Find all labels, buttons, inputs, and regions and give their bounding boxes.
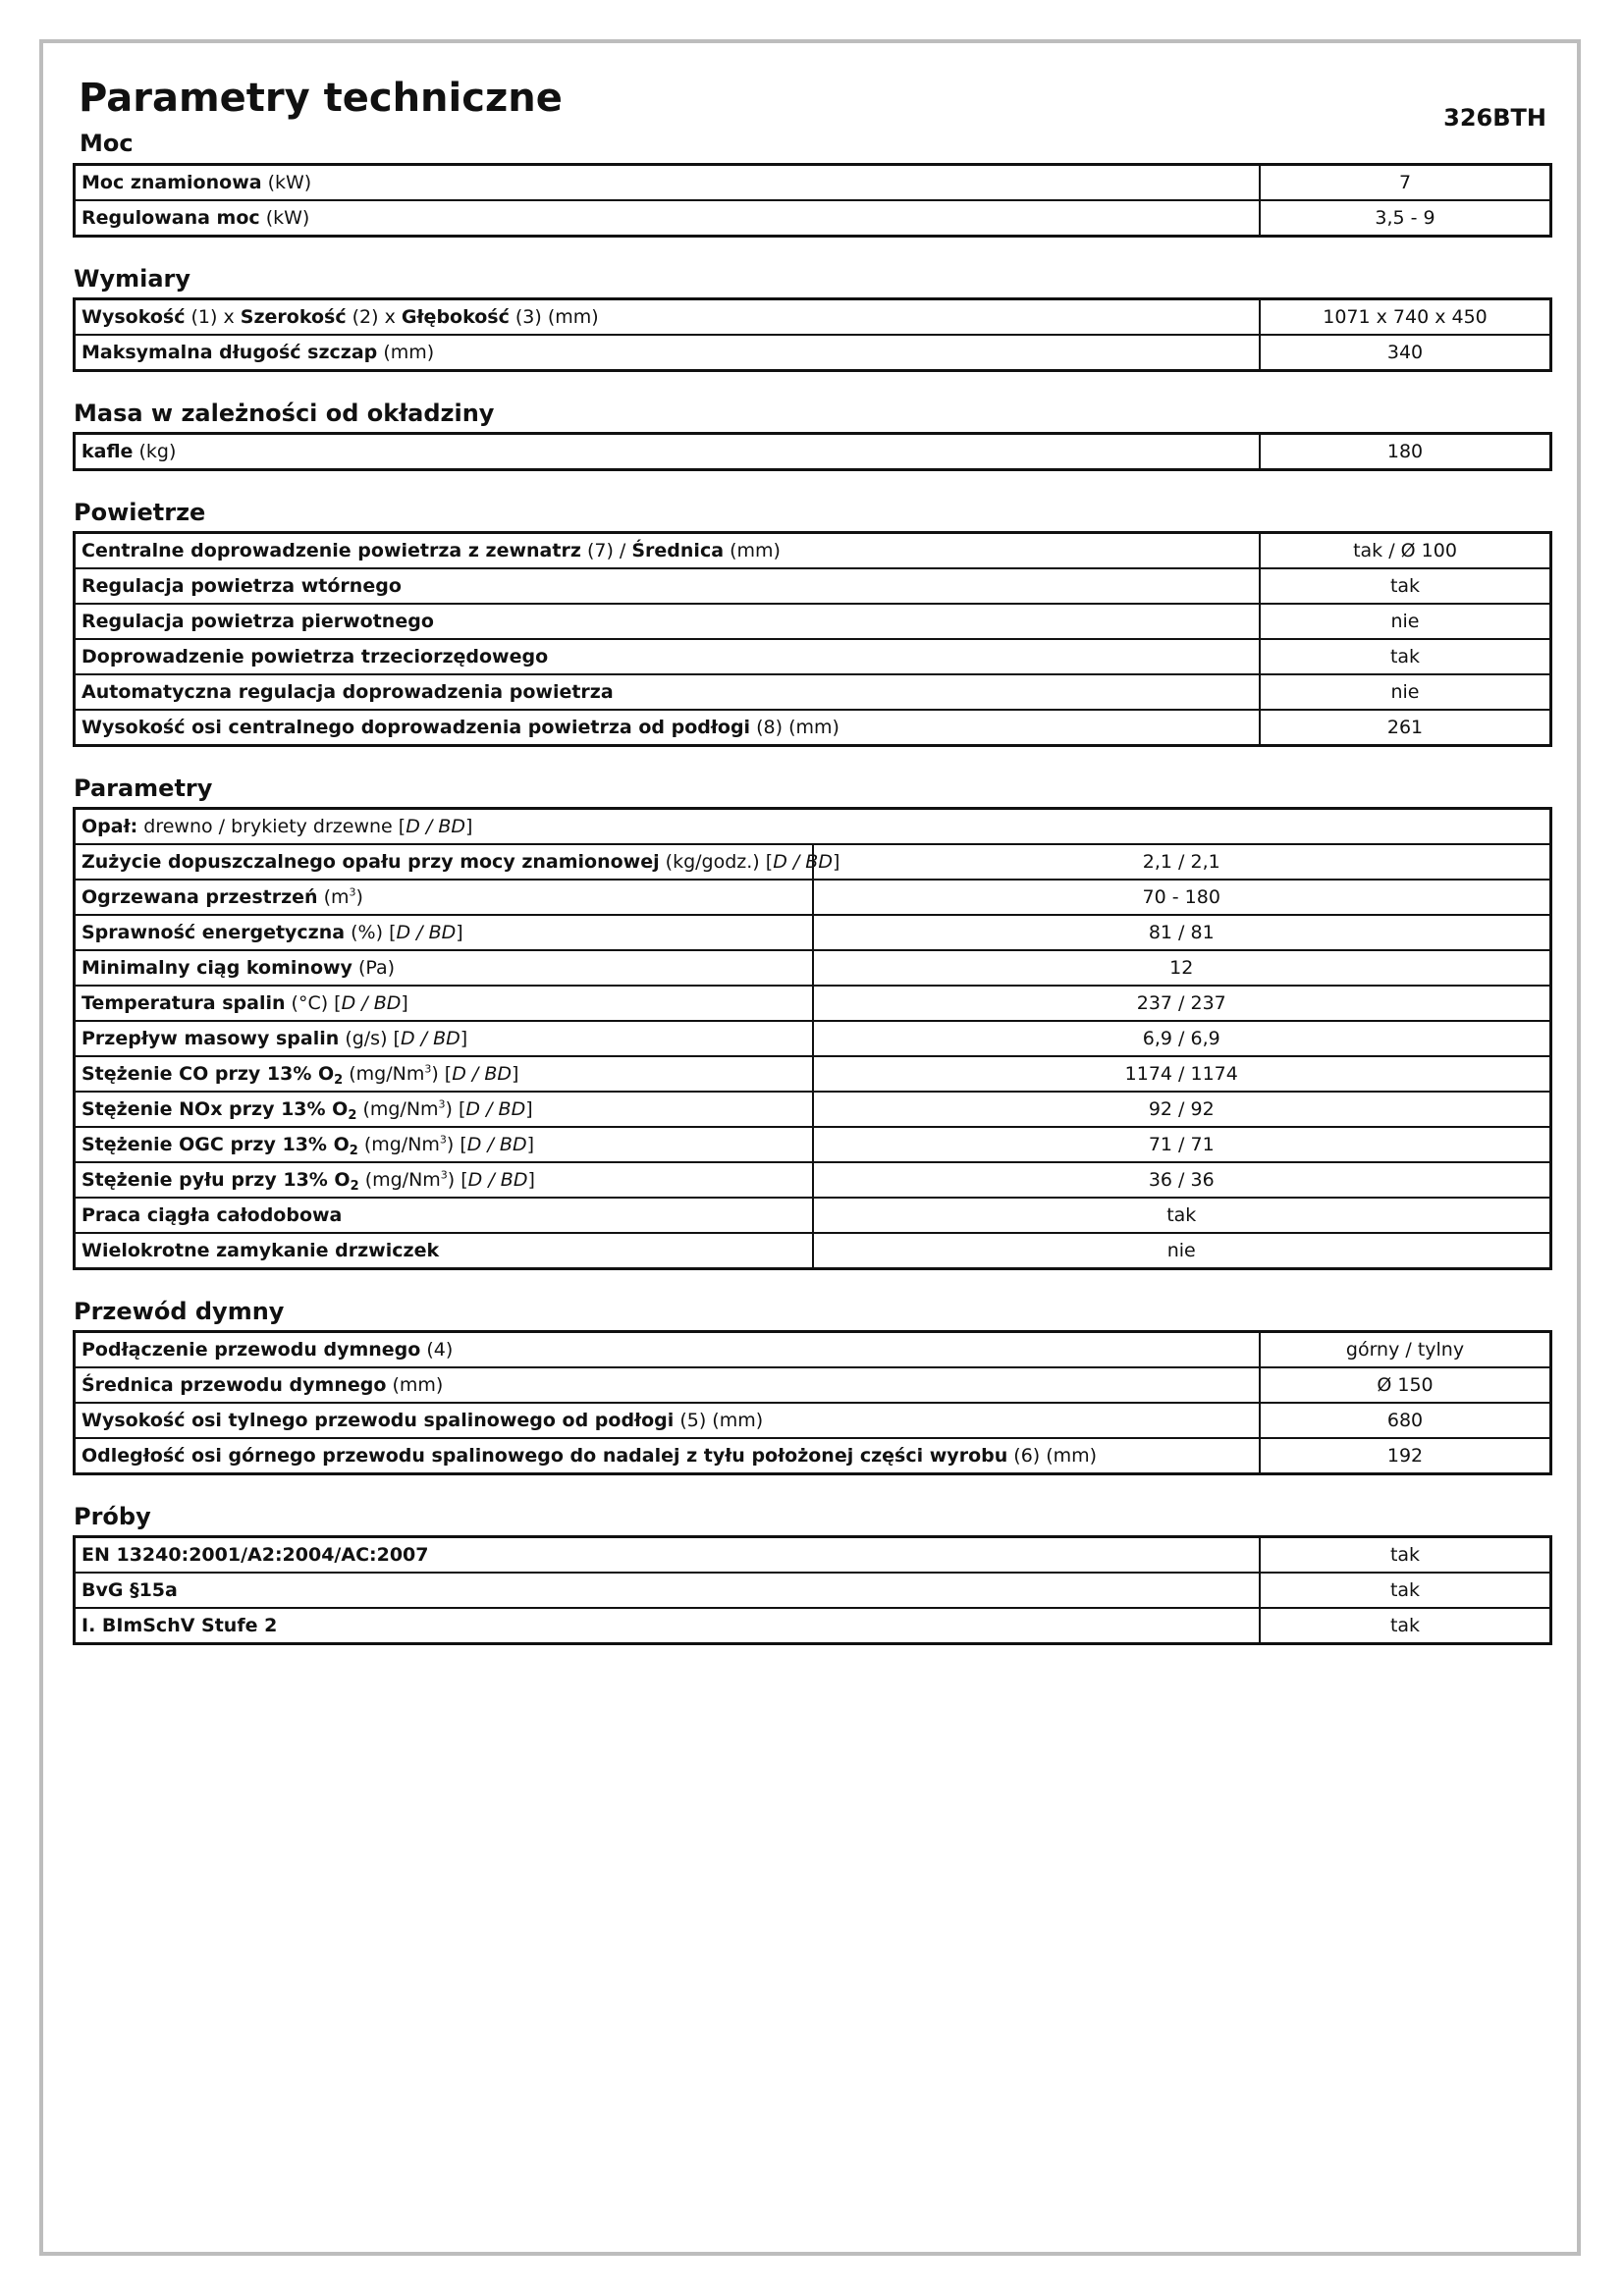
row-value: 237 / 237	[813, 986, 1551, 1021]
row-label: Wysokość osi centralnego doprowadzenia powietrza od podłogi (8) (mm)	[75, 710, 1261, 746]
section-title-masa: Masa w zależności od okładziny	[74, 400, 495, 427]
table-row	[75, 639, 1551, 674]
row-label: I. BImSchV Stufe 2	[75, 1608, 1261, 1644]
row-value: Ø 150	[1260, 1367, 1551, 1403]
row-label: Minimalny ciąg kominowy (Pa)	[75, 950, 813, 986]
row-value: 261	[1260, 710, 1551, 746]
table-row	[75, 434, 1551, 470]
row-label: kafle (kg)	[75, 434, 1261, 470]
table-row	[75, 299, 1551, 336]
row-value: 7	[1260, 165, 1551, 201]
table-row	[75, 568, 1551, 604]
table-row	[75, 1127, 1551, 1162]
row-label: Odległość osi górnego przewodu spalinowego do nadalej z tyłu położonej części wyrobu (6) (mm)	[75, 1438, 1261, 1474]
table-row	[75, 880, 1551, 915]
row-label: Wysokość (1) x Szerokość (2) x Głębokość (3) (mm)	[75, 299, 1261, 336]
row-value: górny / tylny	[1260, 1332, 1551, 1368]
row-value: 2,1 / 2,1	[813, 844, 1551, 880]
table-row	[75, 809, 1551, 845]
row-label: Automatyczna regulacja doprowadzenia powietrza	[75, 674, 1261, 710]
row-label: Stężenie pyłu przy 13% $O_2$ (mg/Nm$^3$) [D / BD]	[75, 1162, 813, 1198]
page-title: Parametry techniczne	[79, 76, 563, 121]
row-label: Stężenie NOx przy 13% $O_2$ (mg/Nm$^3$) [D / BD]	[75, 1092, 813, 1127]
section-title-przewod: Przewód dymny	[74, 1298, 285, 1325]
row-label: Przepływ masowy spalin (g/s) [D / BD]	[75, 1021, 813, 1056]
row-value: tak / Ø 100	[1260, 533, 1551, 569]
row-value: 340	[1260, 335, 1551, 371]
table-row	[75, 1233, 1551, 1269]
row-label: Regulacja powietrza wtórnego	[75, 568, 1261, 604]
row-value: 1071 x 740 x 450	[1260, 299, 1551, 336]
row-value: 92 / 92	[813, 1092, 1551, 1127]
row-label: Regulacja powietrza pierwotnego	[75, 604, 1261, 639]
model-number: 326BTH	[1443, 104, 1546, 132]
table-row	[75, 674, 1551, 710]
row-value: 180	[1260, 434, 1551, 470]
table-row	[75, 165, 1551, 201]
table-proby	[73, 1535, 1552, 1645]
row-value: 36 / 36	[813, 1162, 1551, 1198]
row-value: 70 - 180	[813, 880, 1551, 915]
row-label: BvG §15a	[75, 1573, 1261, 1608]
table-row	[75, 335, 1551, 371]
table-powietrze	[73, 531, 1552, 747]
table-row	[75, 1021, 1551, 1056]
row-value: 81 / 81	[813, 915, 1551, 950]
table-wymiary	[73, 297, 1552, 372]
row-value: 71 / 71	[813, 1127, 1551, 1162]
row-label: Wysokość osi tylnego przewodu spalinowego od podłogi (5) (mm)	[75, 1403, 1261, 1438]
section-title-powietrze: Powietrze	[74, 499, 206, 526]
table-row	[75, 1092, 1551, 1127]
table-row	[75, 1608, 1551, 1644]
table-row	[75, 1162, 1551, 1198]
row-value: tak	[1260, 568, 1551, 604]
table-row	[75, 710, 1551, 746]
fuel-row: Opał: drewno / brykiety drzewne [D / BD]	[75, 809, 1551, 845]
row-label: Moc znamionowa (kW)	[75, 165, 1261, 201]
row-value: nie	[1260, 674, 1551, 710]
row-value: 12	[813, 950, 1551, 986]
row-value: tak	[1260, 1573, 1551, 1608]
table-row	[75, 200, 1551, 237]
row-label: EN 13240:2001/A2:2004/AC:2007	[75, 1537, 1261, 1574]
table-row	[75, 1198, 1551, 1233]
row-label: Podłączenie przewodu dymnego (4)	[75, 1332, 1261, 1368]
table-row	[75, 604, 1551, 639]
row-value: tak	[1260, 639, 1551, 674]
row-label: Średnica przewodu dymnego (mm)	[75, 1367, 1261, 1403]
row-value: 680	[1260, 1403, 1551, 1438]
section-title-moc: Moc	[80, 130, 134, 157]
table-row	[75, 533, 1551, 569]
row-label: Wielokrotne zamykanie drzwiczek	[75, 1233, 813, 1269]
table-row	[75, 1537, 1551, 1574]
table-row	[75, 1438, 1551, 1474]
row-label: Zużycie dopuszczalnego opału przy mocy znamionowej (kg/godz.) [D / BD]	[75, 844, 813, 880]
table-row	[75, 1403, 1551, 1438]
row-label: Ogrzewana przestrzeń $(m^3)$	[75, 880, 813, 915]
section-title-wymiary: Wymiary	[74, 265, 191, 293]
row-label: Praca ciągła całodobowa	[75, 1198, 813, 1233]
row-label: Regulowana moc (kW)	[75, 200, 1261, 237]
row-value: tak	[1260, 1537, 1551, 1574]
row-value: nie	[1260, 604, 1551, 639]
row-label: Sprawność energetyczna (%) [D / BD]	[75, 915, 813, 950]
row-label: Centralne doprowadzenie powietrza z zewnatrz (7) / Średnica (mm)	[75, 533, 1261, 569]
table-row	[75, 950, 1551, 986]
row-label: Stężenie CO przy 13% $O_2$ (mg/Nm$^3$) [D / BD]	[75, 1056, 813, 1092]
row-value: 1174 / 1174	[813, 1056, 1551, 1092]
table-row	[75, 915, 1551, 950]
row-value: 3,5 - 9	[1260, 200, 1551, 237]
row-label: Doprowadzenie powietrza trzeciorzędowego	[75, 639, 1261, 674]
section-title-proby: Próby	[74, 1503, 151, 1530]
table-parametry	[73, 807, 1552, 1270]
row-value: tak	[1260, 1608, 1551, 1644]
table-row	[75, 1573, 1551, 1608]
row-value: 6,9 / 6,9	[813, 1021, 1551, 1056]
table-row	[75, 1367, 1551, 1403]
row-label: Maksymalna długość szczap (mm)	[75, 335, 1261, 371]
table-masa	[73, 432, 1552, 471]
row-label: Temperatura spalin (°C) [D / BD]	[75, 986, 813, 1021]
row-value: tak	[813, 1198, 1551, 1233]
row-value: nie	[813, 1233, 1551, 1269]
table-row	[75, 844, 1551, 880]
table-przewod	[73, 1330, 1552, 1475]
row-label: Stężenie OGC przy 13% $O_2$ (mg/Nm$^3$) [D / BD]	[75, 1127, 813, 1162]
table-moc	[73, 163, 1552, 238]
section-title-parametry: Parametry	[74, 774, 213, 802]
spec-content	[73, 124, 1552, 1645]
table-row	[75, 986, 1551, 1021]
table-row	[75, 1332, 1551, 1368]
table-row	[75, 1056, 1551, 1092]
row-value: 192	[1260, 1438, 1551, 1474]
